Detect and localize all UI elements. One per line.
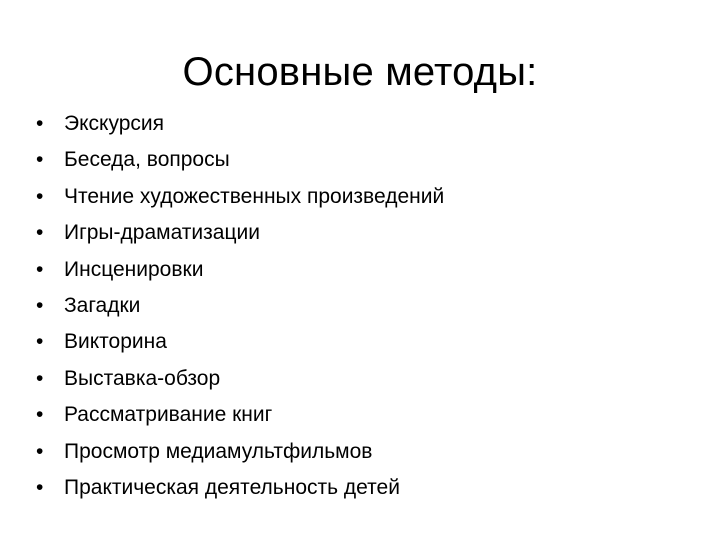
bullet-icon: • <box>36 148 44 172</box>
list-item <box>36 288 696 324</box>
list-item <box>36 179 696 215</box>
bullet-icon: • <box>36 257 44 281</box>
list-item <box>36 434 696 470</box>
bullet-icon: • <box>36 330 44 354</box>
list-item <box>36 215 696 251</box>
bullet-icon: • <box>36 112 44 135</box>
bullet-icon: • <box>36 221 44 245</box>
list-item <box>36 252 696 288</box>
list-item <box>36 470 696 506</box>
methods-list <box>36 106 696 506</box>
list-item-text: Просмотр медиамультфильмов <box>64 439 373 463</box>
list-item-text: Беседа, вопросы <box>64 148 230 172</box>
bullet-icon: • <box>36 475 44 499</box>
bullet-icon: • <box>36 439 44 463</box>
slide-title: Основные методы: <box>182 50 538 94</box>
bullet-icon: • <box>36 293 44 317</box>
list-item-text: Экскурсия <box>64 112 164 135</box>
list-item <box>36 361 696 397</box>
bullet-icon: • <box>36 366 44 390</box>
list-item <box>36 142 696 178</box>
list-item-text: Викторина <box>64 330 167 354</box>
list-item <box>36 106 696 142</box>
list-item-text: Игры-драматизации <box>64 221 260 245</box>
list-item <box>36 324 696 360</box>
bullet-icon: • <box>36 184 44 208</box>
list-item-text: Выставка-обзор <box>64 366 221 390</box>
list-item-text: Рассматривание книг <box>64 403 273 427</box>
bullet-icon: • <box>36 403 44 427</box>
list-item-text: Загадки <box>64 293 141 317</box>
list-item <box>36 397 696 433</box>
list-item-text: Практическая деятельность детей <box>64 475 400 499</box>
list-item-text: Инсценировки <box>64 257 204 281</box>
list-item-text: Чтение художественных произведений <box>64 184 445 208</box>
